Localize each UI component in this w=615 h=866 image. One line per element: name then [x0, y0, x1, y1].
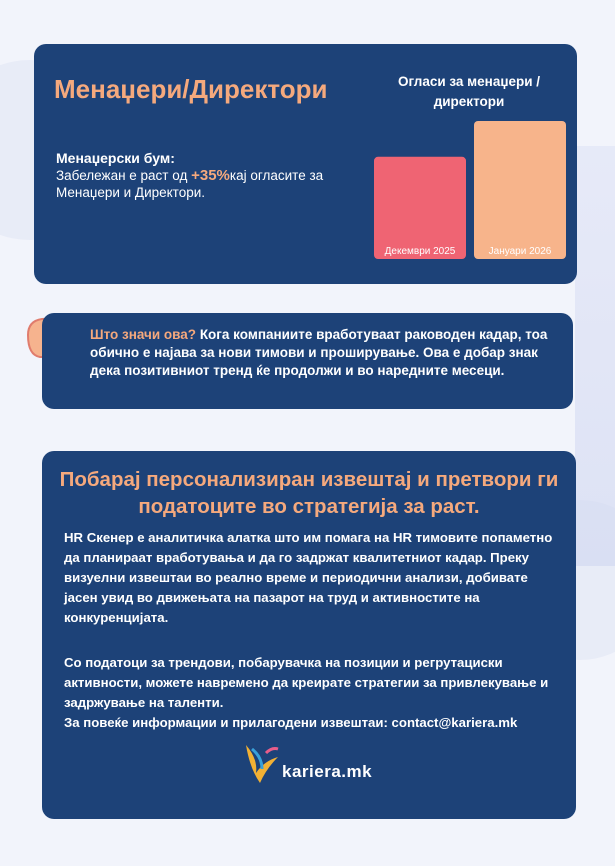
- chart-title: Огласи за менаџери / директори: [397, 74, 541, 109]
- insight-card: [42, 313, 573, 409]
- logo-text: kariera.mk: [282, 762, 373, 781]
- boom-label: Менаџерски бум:: [56, 150, 175, 166]
- boom-percent: +35%: [191, 167, 230, 184]
- boom-after: кај огласите за Менаџери и Директори.: [56, 168, 324, 200]
- page-title: Менаџери/Директори: [54, 74, 328, 104]
- bar-label-0: Декември 2025: [384, 246, 456, 257]
- cta-paragraph-1: HR Скенер е аналитичка алатка што им помага на HR тимовите попаметно да планираат вработувања и да го задржат квалитетниот кадар. Преку визуелни извештаи во реално време и периодични анализи, добивате јасен увид во движењата на пазарот на труд и активностите на конкуренцијата.: [64, 530, 553, 625]
- bird-icon: [242, 739, 282, 789]
- insight-question: Што значи ова?: [90, 327, 197, 342]
- bar-chart: [374, 119, 574, 269]
- headline-card: [34, 44, 577, 284]
- insight-text-block: [90, 326, 561, 380]
- insight-text: Кога компаниите вработуваат раководен кадар, тоа обично е најава за нови тимови и проширување. Ова е добар знак дека позитивниот тренд ќе продолжи и во наредните месеци.: [90, 327, 548, 378]
- cta-paragraph-2: Со податоци за трендови, побарувачка на позиции и регрутациски активности, можете навремено да креирате стратегии за привлекување и задржување на таленти.: [64, 655, 549, 710]
- boom-text: [56, 167, 346, 201]
- kariera-logo: [242, 739, 382, 794]
- contact-line[interactable]: За повеќе информации и прилагодени извештаи: contact@kariera.mk: [64, 715, 518, 730]
- bar-label-1: Јануари 2026: [488, 246, 552, 257]
- cta-card: [42, 451, 576, 819]
- cta-title: Побарај персонализиран извештај и претвори ги податоците во стратегија за раст.: [59, 468, 559, 518]
- background-bars: [575, 146, 615, 566]
- bar-1: [474, 121, 566, 259]
- boom-before: Забележан е раст од: [56, 168, 188, 183]
- bar-0: [374, 157, 466, 259]
